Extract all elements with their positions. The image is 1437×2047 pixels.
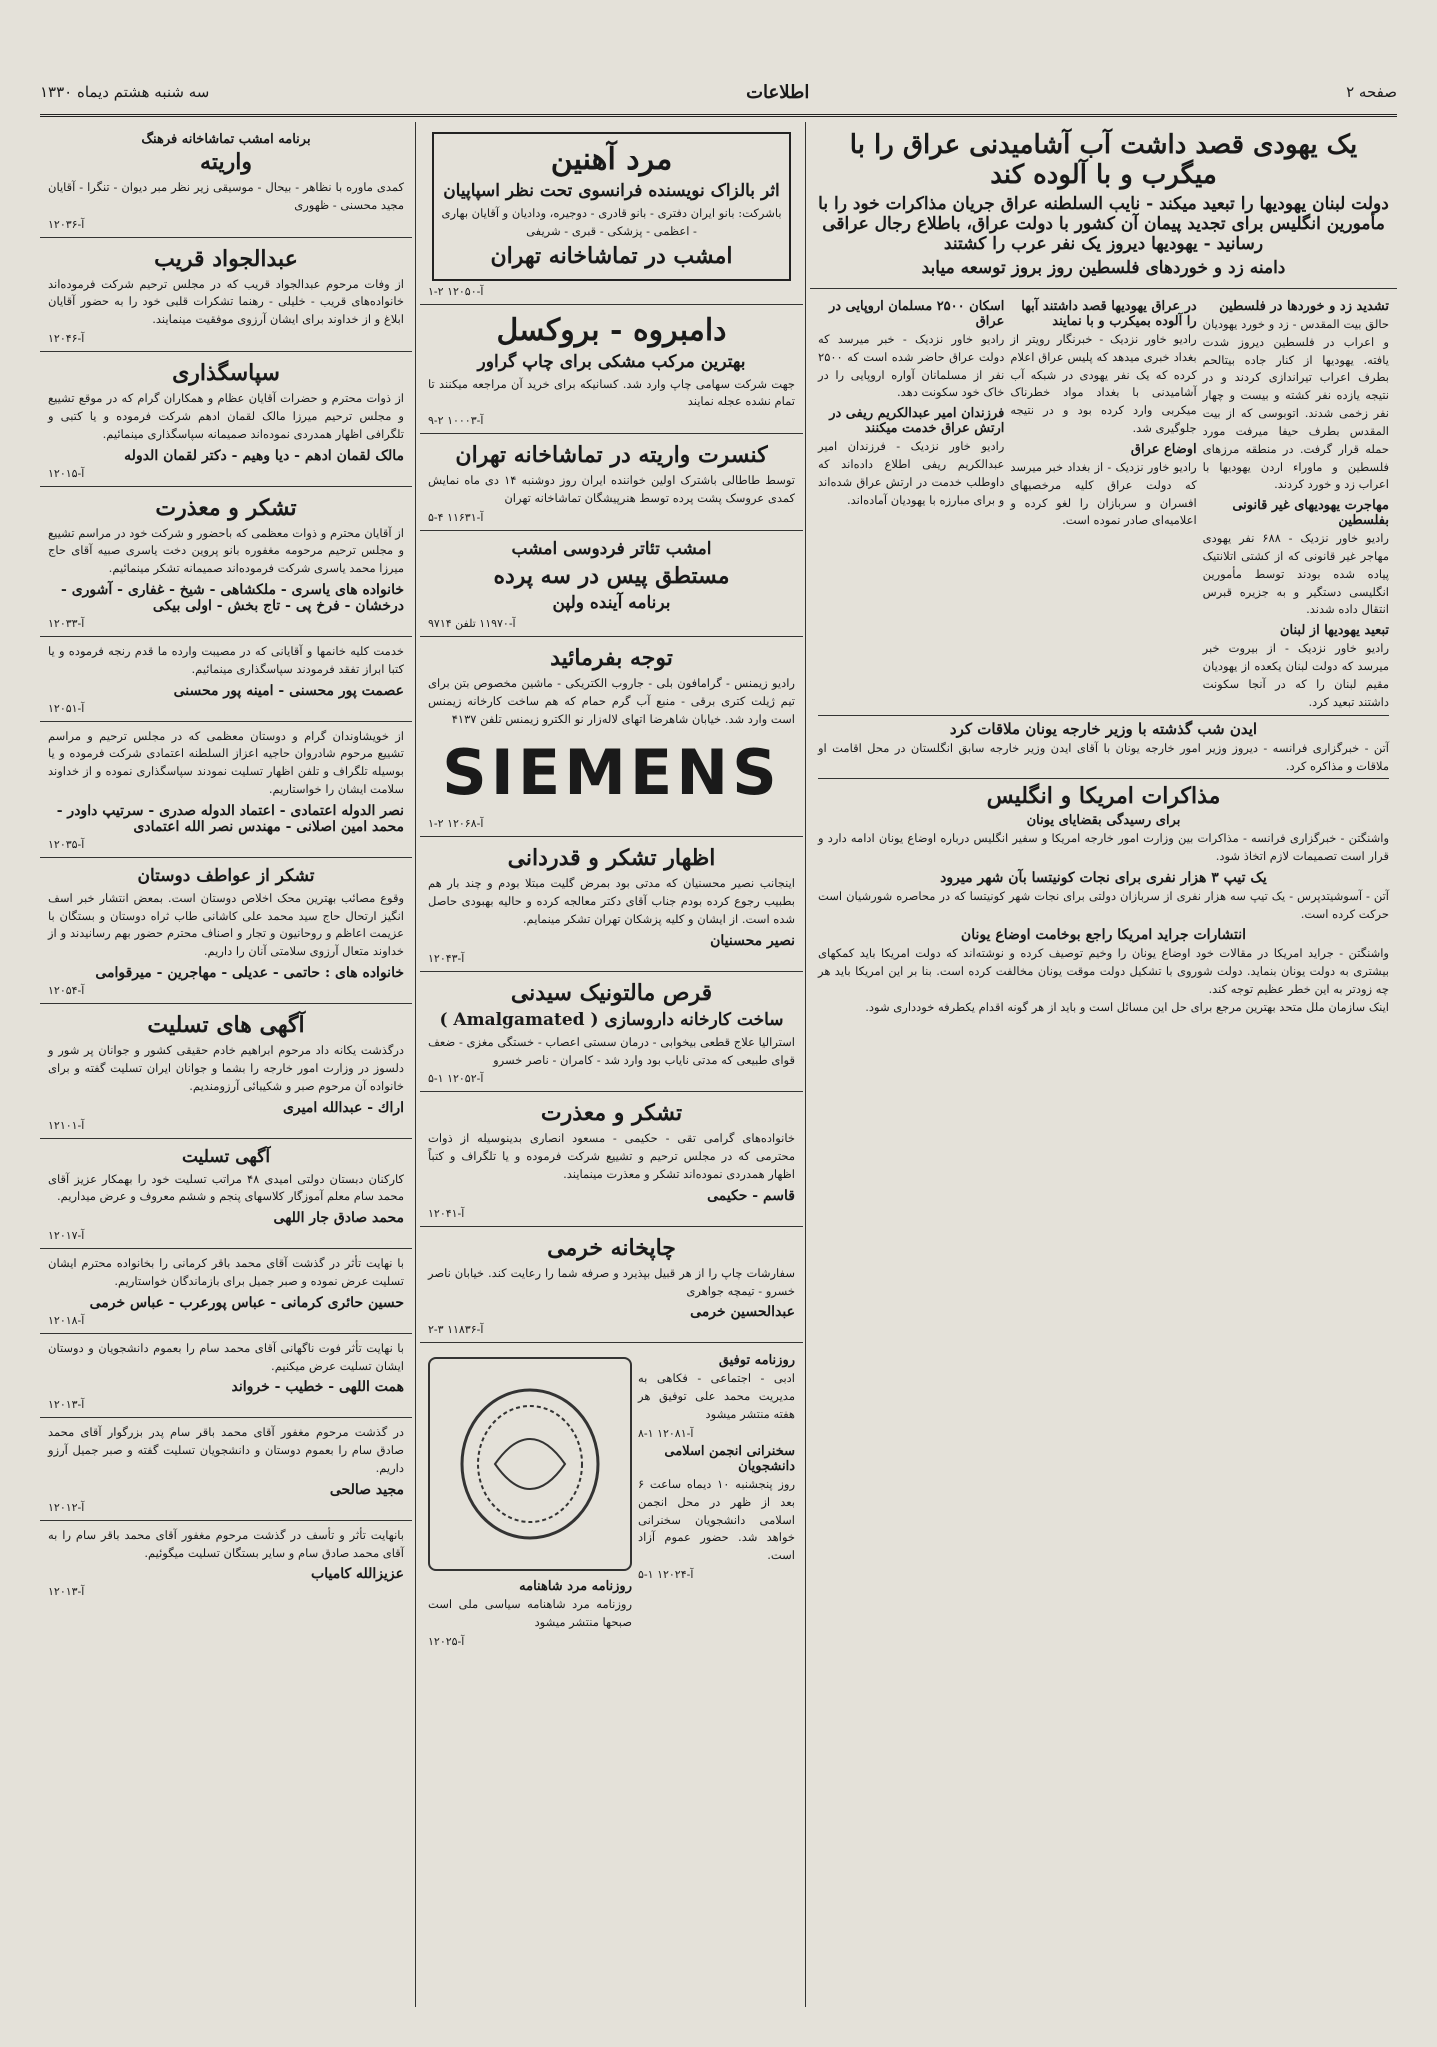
ad-ref: آ-۱۱۸۳۶ ۳-۲	[428, 1323, 484, 1337]
notice-ref: آ-۱۲۰۱۸	[48, 1313, 85, 1327]
notice-body: از وفات مرحوم عبدالجواد قریب که در مجلس ترحیم شرکت فرموده‌اند خانواده‌های قریب - خلیلی - رهنما تشکرات قلبی خود را به حضور آقایان ابلاغ و از خداوند برای ایشان آرزوی موفقیت مینمایند.	[48, 276, 404, 327]
notice	[40, 1418, 412, 1520]
ad-ref: آ-۱۲۰۲۴ ۱-۵	[638, 1567, 694, 1581]
ornament-svg	[455, 1384, 605, 1544]
ad-ref: آ-۱۲۰۵۰ ۲-۱	[428, 284, 484, 298]
ad-top: امشب تئاتر فردوسی امشب	[511, 538, 712, 559]
story-body: رادیو خاور نزدیک - از بیروت خبر میرسد که دولت لبنان یکعده از یهودیان مقیم لبنان را که در آنجا سکونت داشتند تبعید کرد.	[1202, 641, 1389, 709]
story-title: مذاکرات امریکا و انگلیس	[818, 778, 1389, 809]
notice-title: تشکر و معذرت	[155, 494, 297, 521]
ad-body: روزنامه مرد شاهنامه سیاسی ملی است صبحها منتشر میشود	[428, 1597, 632, 1630]
notices-column	[40, 122, 412, 2007]
main-lead-2: دامنه زد و خوردهای فلسطین روز بروز توسعه میابد	[921, 258, 1286, 278]
notice	[40, 1521, 412, 1605]
notice-ref: آ-۱۲۰۴۶	[48, 332, 85, 346]
main-lead: دولت لبنان یهودیها را تبعید میکند - نایب السلطنه عراق جریان مذاکرات خود را با مأمورین انگلیس برای تجدید پیمان آن کشور با دولت عراق، باطلاع رجال عراقی رسانید - یهودیها دیروز یک نفر عرب را کشتند	[818, 194, 1389, 254]
notice-signature: خانواده های : حاتمی - عدیلی - مهاجرین - میرقوامی	[95, 965, 404, 982]
notice-signature: عصمت پور محسنی - امینه پور محسنی	[173, 682, 404, 699]
ad-body: باشرکت: بانو ایران دفتری - بانو قادری - دوجیره، وداديان و آقايان بهاری - اعظمی - پزشکی - قبری - شریفی	[441, 206, 782, 238]
story-title: یک تیپ ۳ هزار نفری برای نجات کونیتسا بآن شهر میرود	[940, 869, 1267, 886]
ad-subtitle: اثر بالزاک نویسنده فرانسوی تحت نظر اسپاپیان	[443, 181, 780, 201]
news-column	[810, 122, 1397, 2007]
ad-title: سخنرانی انجمن اسلامی دانشجویان	[664, 1443, 795, 1474]
notice-ref: آ-۱۲۰۱۵	[48, 466, 85, 480]
ad-title: دامبروه - بروکسل	[496, 312, 727, 348]
ad-body: استرالیا علاج قطعی بیخوابی - درمان سستی اعصاب - خستگی مغزی - ضعف قوای طبیعی که مدتی نایاب بود وارد شد - کامران - ناصر خسرو	[428, 1034, 795, 1067]
ad-title: تشکر و معذرت	[540, 1100, 683, 1127]
ad-signature: عبدالحسین خرمی	[690, 1304, 795, 1321]
ad-ref: آ-۱۱۶۳۱ ۴-۵	[428, 510, 484, 524]
ad-body: روز پنجشنبه ۱۰ دیماه ساعت ۶ بعد از ظهر در محل انجمن اسلامی دانشجویان سخنرانی خواهد شد. حضور عموم آزاد است.	[638, 1476, 795, 1563]
story-body: واشنگتن - خبرگزاری فرانسه - مذاکرات بین وزارت امور خارجه امریکا و سفیر انگلیس درباره اوضاع یونان ادامه دارد و قرار است تصمیمات لازم اتخاذ شود.	[818, 831, 1389, 863]
notice-signature: عزیزالله کامیاب	[311, 1566, 404, 1583]
notice-signature: اراك - عبدالله امیری	[282, 1099, 404, 1116]
notice	[40, 1139, 412, 1250]
story-body: رادیو خاور نزدیک - خبرنگار رویتر از بغداد خبری میدهد که پلیس عراق اعلام کرده که یک نفر یهودی در شبکه آب آشامیدنی با بغداد مواد خطرناک میکربی وارد کرده بود و در نتیجه جلوگیری شد.	[1010, 332, 1197, 436]
story-title: ایدن شب گذشته با وزیر خارجه یونان ملاقات کرد	[818, 715, 1389, 738]
notice-ref: آ-۱۲۰۵۴	[48, 984, 85, 998]
notice	[40, 1004, 412, 1138]
header-paper-name: اطلاعات	[746, 81, 810, 103]
ads-column	[420, 122, 803, 2007]
ad-body: خانواده‌های گرامی تقی - حکیمی - مسعود انصاری بدینوسیله از ذوات محترمی که در مجلس ترحیم و تشییع شرکت فرموده و یا تلگراف و کتباً اظهار همدردی نموده‌اند تشکر و معذرت مینمایند.	[428, 1131, 795, 1181]
notice-ref: آ-۱۲۰۱۳	[48, 1585, 85, 1599]
ad-block	[420, 1343, 803, 1654]
notice-ref: آ-۱۲۰۳۶	[48, 217, 85, 231]
story-body: رادیو خاور نزدیک - خبر میرسد که دولت عراق حاضر شده است که ۲۵۰۰ نفر از مسلمانان آواره اروپایی را در خاک خود سکونت دهد.	[818, 332, 1005, 400]
ad-title: روزنامه مرد شاهنامه	[519, 1579, 632, 1595]
notice	[40, 637, 412, 722]
story-title: مهاجرت یهودیهای غیر قانونی بفلسطین	[1232, 498, 1389, 529]
ad-sub-right	[638, 1349, 795, 1648]
notice	[40, 352, 412, 486]
story-body: رادیو خاور نزدیک - ۶۸۸ نفر یهودی مهاجر غیر قانونی که از کشتی اتلانتیک پیاده شده بودند توسط مأمورین انگلیسی دستگیر و به جزیره قبرس انتقال داده شدند.	[1202, 531, 1389, 617]
notice	[40, 858, 412, 1004]
notice-title: تشکر از عواطف دوستان	[137, 865, 315, 886]
ad-block	[420, 531, 803, 637]
ad-ref: آ-۱۲۰۶۸ ۲-۱	[428, 817, 484, 831]
ad-title: مرد آهنین	[550, 142, 673, 177]
ad-subtitle: برنامه آینده ولپن	[552, 592, 671, 613]
notice-body: با نهایت تأثر در گذشت آقای محمد باقر کرمانی را بخانواده محترم ایشان تسلیت عرض نموده و صبر جمیل برای بازماندگان خواستاریم.	[48, 1256, 404, 1288]
notice-body: وقوع مصائب بهترین محک اخلاص دوستان است. بمعض انتشار خبر اسف انگیز ارتحال حاج سید محمد علی کاشانی طاب ثراه دوستان و بستگان با عزیمت اعاظم و روحانیون و تجار و اصناف محترم حضور بهم رسانیدند و از خداوند متعال آرزوی سلامتی آنان را داریم.	[48, 890, 404, 959]
story-body: حالق بیت المقدس - زد و خورد یهودیان و اعراب در فلسطین دیروز شدت یافته. یهودیها از کنار جاده بیتالحم بطرف اعراب تیراندازی کردند و در نتیجه یازده نفر کشته و بیست و چهار نفر زخمی شدند. اتوبوسی که از بیت المقدس بطرف حیفا میرفت مورد حمله قرار گرفت. در منطقه مرزهای فلسطین و ماوراء اردن یهودیها با اعراب زد و خورد کردند.	[1202, 317, 1389, 492]
notice	[40, 1334, 412, 1419]
notice-body: از خویشاوندان گرام و دوستان معظمی که در مجلس ترحیم و مراسم تشییع مرحوم شادروان حاجیه اعزاز السلطنه اعتمادی شرکت فرموده و یا بوسیله تلگراف و تلفن اظهار تسلیت نمودند سپاسگذاری نموده و از خداوند سلامت ایشان را خواستاریم.	[48, 728, 404, 796]
ad-frame	[432, 132, 791, 281]
story-body: آتن - خبرگزاری فرانسه - دیروز وزیر امور خارجه یونان با آقای ایدن وزیر خارجه سابق انگلستان در محل اقامت او ملاقات و مذاکره کرد.	[818, 741, 1389, 774]
notice-body: کارکنان دبستان دولتی امیدی ۴۸ مراتب تسلیت خود را بهمکار عزیز آقای محمد سام معلم آموزگار کلاسهای پنجم و ششم معروف و عرض میداریم.	[48, 1171, 404, 1204]
story-body: واشنگتن - جراید امریکا در مقالات خود اوضاع یونان را وخیم توصیف کرده و نوشته‌اند که دولت امریکا باید کمکهای بیشتری به دولت یونان بنماید. دولت شوروی با تشکیل دولت موقت یونان مخالفت کرده است. بنا بر این امریکا باید هر چه زودتر به این خطر عظیم توجه کند.	[818, 946, 1389, 996]
header-date: سه شنبه هشتم دیماه ۱۳۳۰	[40, 83, 210, 101]
story-title: انتشارات جراید امریکا راجع بوخامت اوضاع یونان	[960, 927, 1247, 944]
main-headline: یک یهودی قصد داشت آب آشامیدنی عراق را با میگرب و با آلوده کند	[849, 130, 1358, 190]
story-title: فرزندان امیر عبدالکریم ریفی در ارتش عراق خدمت میکنند	[829, 406, 1005, 437]
notice-body: از آقایان محترم و ذوات معظمی که باحضور و شرکت خود در مراسم تشییع و مجلس ترحیم مرحومه مغفوره بانو پروین دخت یاسری صبیه آقای حاج میرزا محمد یاسری شرکت فرموده‌اند صمیمانه تشکر مینمائیم.	[48, 525, 404, 576]
ad-body: توسط طاطالی باشترک اولین خواننده ایران روز دوشنبه ۱۴ دی ماه نمایش کمدی عروسک پشت پرده توسط هنرپیشگان تماشاخانه تهران	[428, 473, 796, 506]
ad-subtitle: بهترین مرکب مشکی برای چاپ گراور	[477, 351, 746, 372]
ad-ref: آ-۱۲۰۴۳	[428, 951, 465, 965]
ad-block	[420, 972, 803, 1093]
ad-footer: امشب در تماشاخانه تهران	[490, 242, 733, 269]
ornament-icon	[428, 1357, 632, 1571]
ad-ref: آ-۱۱۹۷۰ تلفن ۹۷۱۴	[428, 616, 516, 630]
ad-title: کنسرت واریته در تماشاخانه تهران	[455, 442, 768, 469]
ad-block	[420, 122, 803, 305]
notice-title: آگهی های تسلیت	[147, 1012, 305, 1039]
notice-body: خدمت کلیه خانمها و آقایانی که در مصیبت وارده ما قدم رنجه فرموده و یا کتبا ابراز تفقد فرمودند سپاسگذاری مینمائیم.	[48, 643, 404, 676]
ad-body: سفارشات چاپ را از هر قبیل بپذیرد و صرفه شما را رعایت کند. خیابان ناصر خسرو - تیمچه جواهری	[428, 1265, 795, 1298]
story-col-left	[818, 295, 1004, 711]
notice-ref: آ-۱۲۰۱۲	[48, 1500, 85, 1514]
ad-title: قرص مالتونیک سیدنی	[510, 979, 713, 1006]
ad-block	[420, 837, 803, 971]
siemens-logo: SIEMENS	[442, 736, 781, 810]
story-subtitle: برای رسیدگی بقضایای یونان	[1026, 813, 1181, 829]
column-rule	[415, 122, 416, 2007]
ad-subtitle: ساخت کارخانه داروسازی ( Amalgamated )	[439, 1009, 784, 1030]
notice-name: واریته	[200, 149, 252, 175]
story-title: اسکان ۲۵۰۰ مسلمان اروپایی در عراق	[828, 299, 1005, 329]
ad-ref: آ-۱۲۰۲۵	[428, 1635, 465, 1649]
notice	[40, 487, 412, 637]
notice-signature: حسین حائری کرمانی - عباس پورعرب - عباس خرمی	[89, 1294, 404, 1311]
notice-signature: همت اللهی - خطیب - خرواند	[231, 1379, 404, 1396]
ad-body: جهت شرکت سهامی چاپ وارد شد. کسانیکه برای خرید آن مراجعه میکنند تا تمام نشده عجله نمایند	[428, 376, 795, 409]
story-col-mid	[1010, 295, 1196, 711]
ad-body: رادیو زیمنس - گرامافون بلی - جاروب الکتریکی - ماشین مخصوص بتن برای تیم ژیلت کتری برقی - منبع آب گرم حمام که هم ساخت کارخانه زیمنس است وارد شد. خیابان شاهرضا اتهای لاله‌زار نو الکترو زیمنس تلفن ۴۱۳۷	[428, 675, 795, 726]
ad-ref: آ-۱۰۰۰۳ ۲-۹	[428, 414, 484, 428]
header-page-label: صفحه ۲	[1346, 83, 1397, 101]
notice-body: در گذشت مرحوم مغفور آقای محمد باقر سام پدر بزرگوار آقای محمد صادق سام را بعموم دوستان و دانشجویان تسلیت گفته و صبر جمیل آرزو داریم.	[48, 1425, 404, 1475]
story-body: آتن - آسوشیتدپرس - یک تیپ سه هزار نفری از سربازان دولتی برای نجات شهر کونیتسا که در محاصره شورشیان است حرکت کرده است.	[818, 888, 1389, 921]
ad-title: چاپخانه خرمی	[547, 1234, 676, 1261]
notice-title: سپاسگذاری	[172, 360, 280, 387]
notice-signature: خانواده های یاسری - ملکشاهی - شیخ - غفاری - آشوری - درخشان - فرخ پی - تاج بخش - اولی بیکی	[61, 581, 404, 614]
notice	[40, 238, 412, 352]
story-title: اوضاع عراق	[1130, 441, 1197, 457]
story-row	[818, 295, 1389, 711]
notice-ref: آ-۱۲۰۳۵	[48, 837, 85, 851]
ad-block	[420, 434, 803, 531]
notice-body: با نهایت تأثر فوت ناگهانی آقای محمد سام را بعموم دانشجویان و دوستان ایشان تسلیت عرض میکنیم.	[48, 1340, 404, 1373]
story-col-right	[1203, 295, 1389, 711]
notice-signature: مالک لقمان ادهم - دیا وهیم - دکتر لقمان الدوله	[124, 447, 404, 464]
page-header	[40, 70, 1397, 117]
ad-title: توجه بفرمائید	[550, 644, 673, 671]
ad-row	[428, 1349, 795, 1648]
ad-body: اینجانب نصیر محسنیان که مدتی بود بمرض گلیت مبتلا بودم و چند بار هم بطبیب رجوع کرده بودم جناب آقای دکتر معالجه کرده و حالیه بهبودی حاصل شده است. از ایشان و کلیه پزشکان تهران تشکر مینمایم.	[428, 876, 795, 926]
ad-signature: نصیر محسنیان	[710, 932, 795, 949]
ad-title: اظهار تشکر و قدردانی	[507, 845, 716, 872]
story-columns	[810, 289, 1397, 1023]
notice-body: بانهایت تأثر و تأسف در گذشت مرحوم مغفور آقای محمد باقر سام را به آقای محمد صادق سام و سایر بستگان تسلیت میگوئیم.	[48, 1527, 404, 1560]
ad-block	[420, 1092, 803, 1226]
notice	[40, 722, 412, 858]
story-title: تشدید زد و خوردها در فلسطین	[1219, 299, 1389, 314]
notice-body: درگذشت یکانه داد مرحوم ابراهیم خادم حقیقی کشور و جوانان پر شور و دلسوز در وزارت امور خارجه را بشما و جوانان ایران تسلیت گفته و برای خانواده آن مرحوم صبر و شکیبائی آرزومندیم.	[48, 1043, 404, 1093]
ad-sub-left	[428, 1349, 632, 1648]
notice	[40, 1249, 412, 1334]
story-body: رادیو خاور نزدیک - فرزندان امیر عبدالکریم ریفی اطلاع داده‌اند که داوطلب خدمت در ارتش عراق شده‌اند و برای مبارزه با یهودیان آماده‌اند.	[818, 439, 1005, 507]
ad-ref: آ-۱۲۰۵۲ ۱-۵	[428, 1072, 484, 1086]
notice-body: کمدی ماوره با نظاهر - بیحال - موسیقی زیر نظر مبر دیوان - تنگرا - آقایان مجید محسنی - ظهوری	[48, 180, 404, 212]
story-title: در عراق یهودیها قصد داشتند آبها را آلوده بمیکرب و با نمایند	[1021, 299, 1197, 329]
notice	[40, 122, 412, 238]
notice-ref: آ-۱۲۱۰۱	[48, 1118, 85, 1132]
notice-ref: آ-۱۲۰۱۳	[48, 1398, 85, 1412]
notice-signature: محمد صادق جار اللهی	[273, 1210, 404, 1227]
ad-block	[420, 305, 803, 435]
notice-body: از ذوات محترم و حضرات آقایان عظام و همکاران گرام که در موقع تشییع و مجلس ترحیم میرزا مالک لقمان ادهم شرکت فرموده و یا کتبی و تلگرافی اظهار همدردی نموده‌اند صمیمانه سپاسگذاری مینمائیم.	[48, 391, 404, 441]
notice-ref: آ-۱۲۰۳۳	[48, 616, 85, 630]
ad-signature: قاسم - حکیمی	[707, 1187, 795, 1204]
ad-body: ادبی - اجتماعی - فکاهی به مدیریت محمد علی توفیق هر هفته منتشر میشود	[638, 1371, 795, 1422]
story-body: اینک سازمان ملل متحد بهترین مرجع برای حل این مسائل است و باید از هر گونه اقدام یکطرفه خودداری شود.	[865, 999, 1389, 1014]
story-title: تبعید یهودیها از لبنان	[1279, 623, 1389, 639]
ad-ref: آ-۱۲۰۴۱	[428, 1206, 465, 1220]
notice-title: عبدالجواد قریب	[154, 245, 298, 272]
notice-ref: آ-۱۲۰۱۷	[48, 1229, 85, 1243]
ad-title: روزنامه توفیق	[718, 1353, 795, 1369]
notice-ref: آ-۱۲۰۵۱	[48, 701, 85, 715]
notice-signature: مجید صالحی	[329, 1481, 404, 1498]
notice-title: آگهی تسلیت	[181, 1146, 271, 1167]
ad-block	[420, 1227, 803, 1344]
story-body: رادیو خاور نزدیک - از بغداد خبر میرسد که دولت عراق کلیه مرخصیهای افسران و سربازان را لغو کرده و اعلامیه‌ای صادر نموده است.	[1010, 459, 1197, 528]
main-story	[810, 122, 1397, 289]
notice-signature: نصر الدوله اعتمادی - اعتماد الدوله صدری - سرتیپ داودر - محمد امین اصلانی - مهندس نصر الله اعتمادی	[56, 802, 404, 835]
ad-block	[420, 637, 803, 837]
ad-ref: آ-۱۲۰۸۱ ۱-۸	[638, 1426, 694, 1440]
column-rule	[805, 122, 806, 2007]
notice-title: برنامه امشب تماشاخانه فرهنگ	[141, 132, 311, 147]
ad-title: مستطق پیس در سه پرده	[493, 562, 730, 589]
